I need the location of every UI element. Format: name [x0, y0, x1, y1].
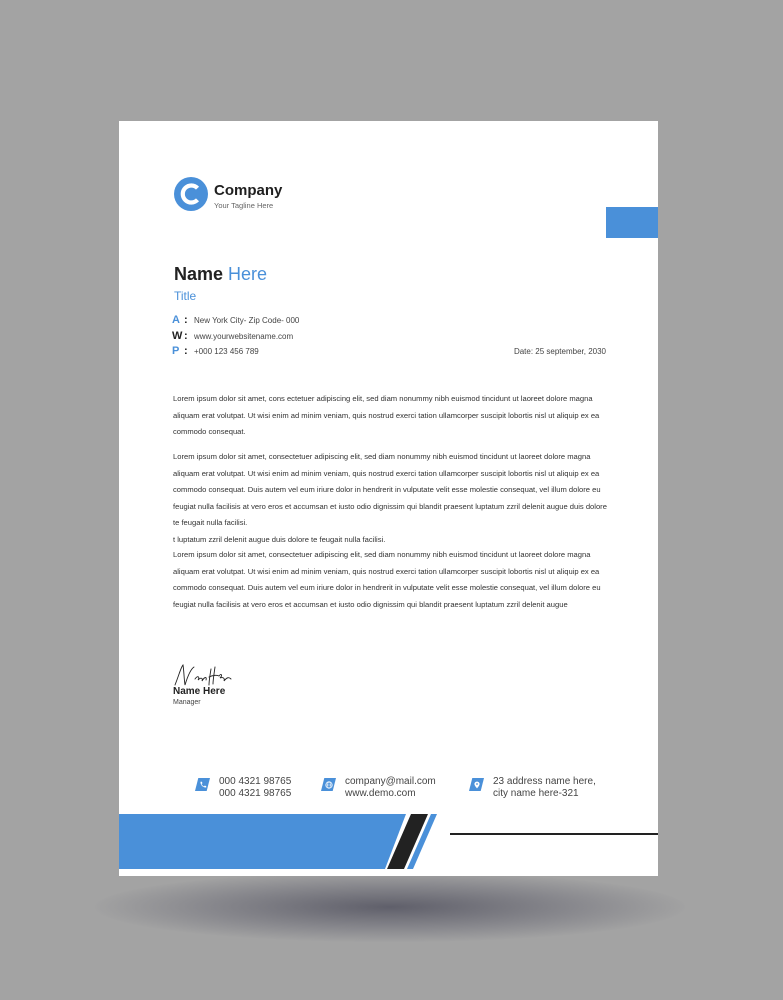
company-name: Company — [214, 182, 283, 199]
contact-web-value: www.yourwebsitename.com — [194, 331, 294, 341]
contact-phone-key: P — [172, 345, 180, 357]
sender-name-second: Here — [223, 264, 268, 284]
body-paragraph-3 — [173, 547, 609, 613]
contact-address-row — [172, 314, 299, 326]
footer-phone-1: 000 4321 98765 — [219, 776, 292, 787]
letter-date: Date: 25 september, 2030 — [513, 347, 606, 356]
footer-address-1: 23 address name here, — [493, 776, 596, 787]
signatory-name: Name Here — [173, 686, 226, 697]
accent-tab — [606, 207, 658, 238]
sender-name — [174, 264, 267, 285]
footer-phone — [195, 776, 291, 799]
footer-address-lines — [493, 776, 596, 799]
location-pin-icon — [469, 778, 484, 791]
globe-icon — [321, 778, 336, 791]
phone-icon — [195, 778, 210, 791]
footer-email[interactable]: company@mail.com — [345, 776, 436, 787]
footer-accent-band — [119, 814, 658, 876]
contact-address-key: A — [172, 314, 180, 326]
paragraph-text: Lorem ipsum dolor sit amet, consectetuer adipiscing elit, sed diam nonummy nibh euismod tincidunt ut laoreet dolore magna aliquam erat volutpat. Ut wisi enim ad minim veniam, quis nostrud exerci tation ullamcorper suscipit lobortis nisl ut aliquip ex ea commodo consequat. Duis autem vel eum iriure dolor in hendrerit in vulputate velit esse molestie consequat, vel illum dolore eu feugiat nulla facilisis at vero eros et accumsan et iusto odio dignissim qui blandit praesent luptatum zzril delenit augue duis dolore te feugait nulla facilisi. — [173, 452, 607, 528]
contact-colon: : — [184, 330, 188, 342]
letterhead-page — [119, 121, 658, 876]
contact-phone-row — [172, 345, 259, 357]
paragraph-text: Lorem ipsum dolor sit amet, cons ectetuer adipiscing elit, sed diam nonummy nibh euismod tincidunt ut laoreet dolore magna aliquam erat volutpat. Ut wisi enim ad minim veniam, quis nostrud exerci tation ullamcorper suscipit lobortis nisl ut aliquip ex ea commodo consequat. — [173, 394, 600, 437]
sender-title: Title — [174, 289, 197, 303]
contact-phone-value: +000 123 456 789 — [194, 346, 259, 356]
footer-website[interactable]: www.demo.com — [345, 787, 416, 799]
body-paragraph-1 — [173, 391, 609, 441]
footer-phone-2: 000 4321 98765 — [219, 787, 292, 799]
paragraph-text: t luptatum zzril delenit augue duis dolore te feugait nulla facilisi. — [173, 534, 386, 544]
company-logo-icon — [174, 177, 208, 211]
footer-web-lines — [345, 776, 436, 799]
paper-shadow — [95, 872, 685, 942]
company-tagline: Your Tagline Here — [214, 201, 274, 210]
contact-colon: : — [184, 345, 188, 357]
footer-web — [321, 776, 436, 799]
contact-colon: : — [184, 314, 188, 326]
footer-address — [469, 776, 596, 799]
contact-web-key: W — [172, 330, 183, 342]
contact-address-value: New York City- Zip Code- 000 — [194, 315, 300, 325]
contact-web-row — [172, 330, 293, 342]
signatory-role: Manager — [173, 699, 201, 706]
body-paragraph-2 — [173, 449, 609, 549]
sender-name-first: Name — [174, 264, 224, 284]
paragraph-text: Lorem ipsum dolor sit amet, consectetuer adipiscing elit, sed diam nonummy nibh euismod tincidunt ut laoreet dolore magna aliquam erat volutpat. Ut wisi enim ad minim veniam, quis nostrud exerci tation ullamcorper suscipit lobortis nisl ut aliquip ex ea commodo consequat. Duis autem vel eum iriure dolor in hendrerit in vulputate velit esse molestie consequat, vel illum dolore eu feugiat nulla facilisis at vero eros et accumsan et iusto odio dignissim qui blandit praesent luptatum zzril delenit augue — [173, 550, 601, 609]
footer-address-2: city name here-321 — [493, 787, 579, 799]
footer-phone-lines — [219, 776, 291, 799]
